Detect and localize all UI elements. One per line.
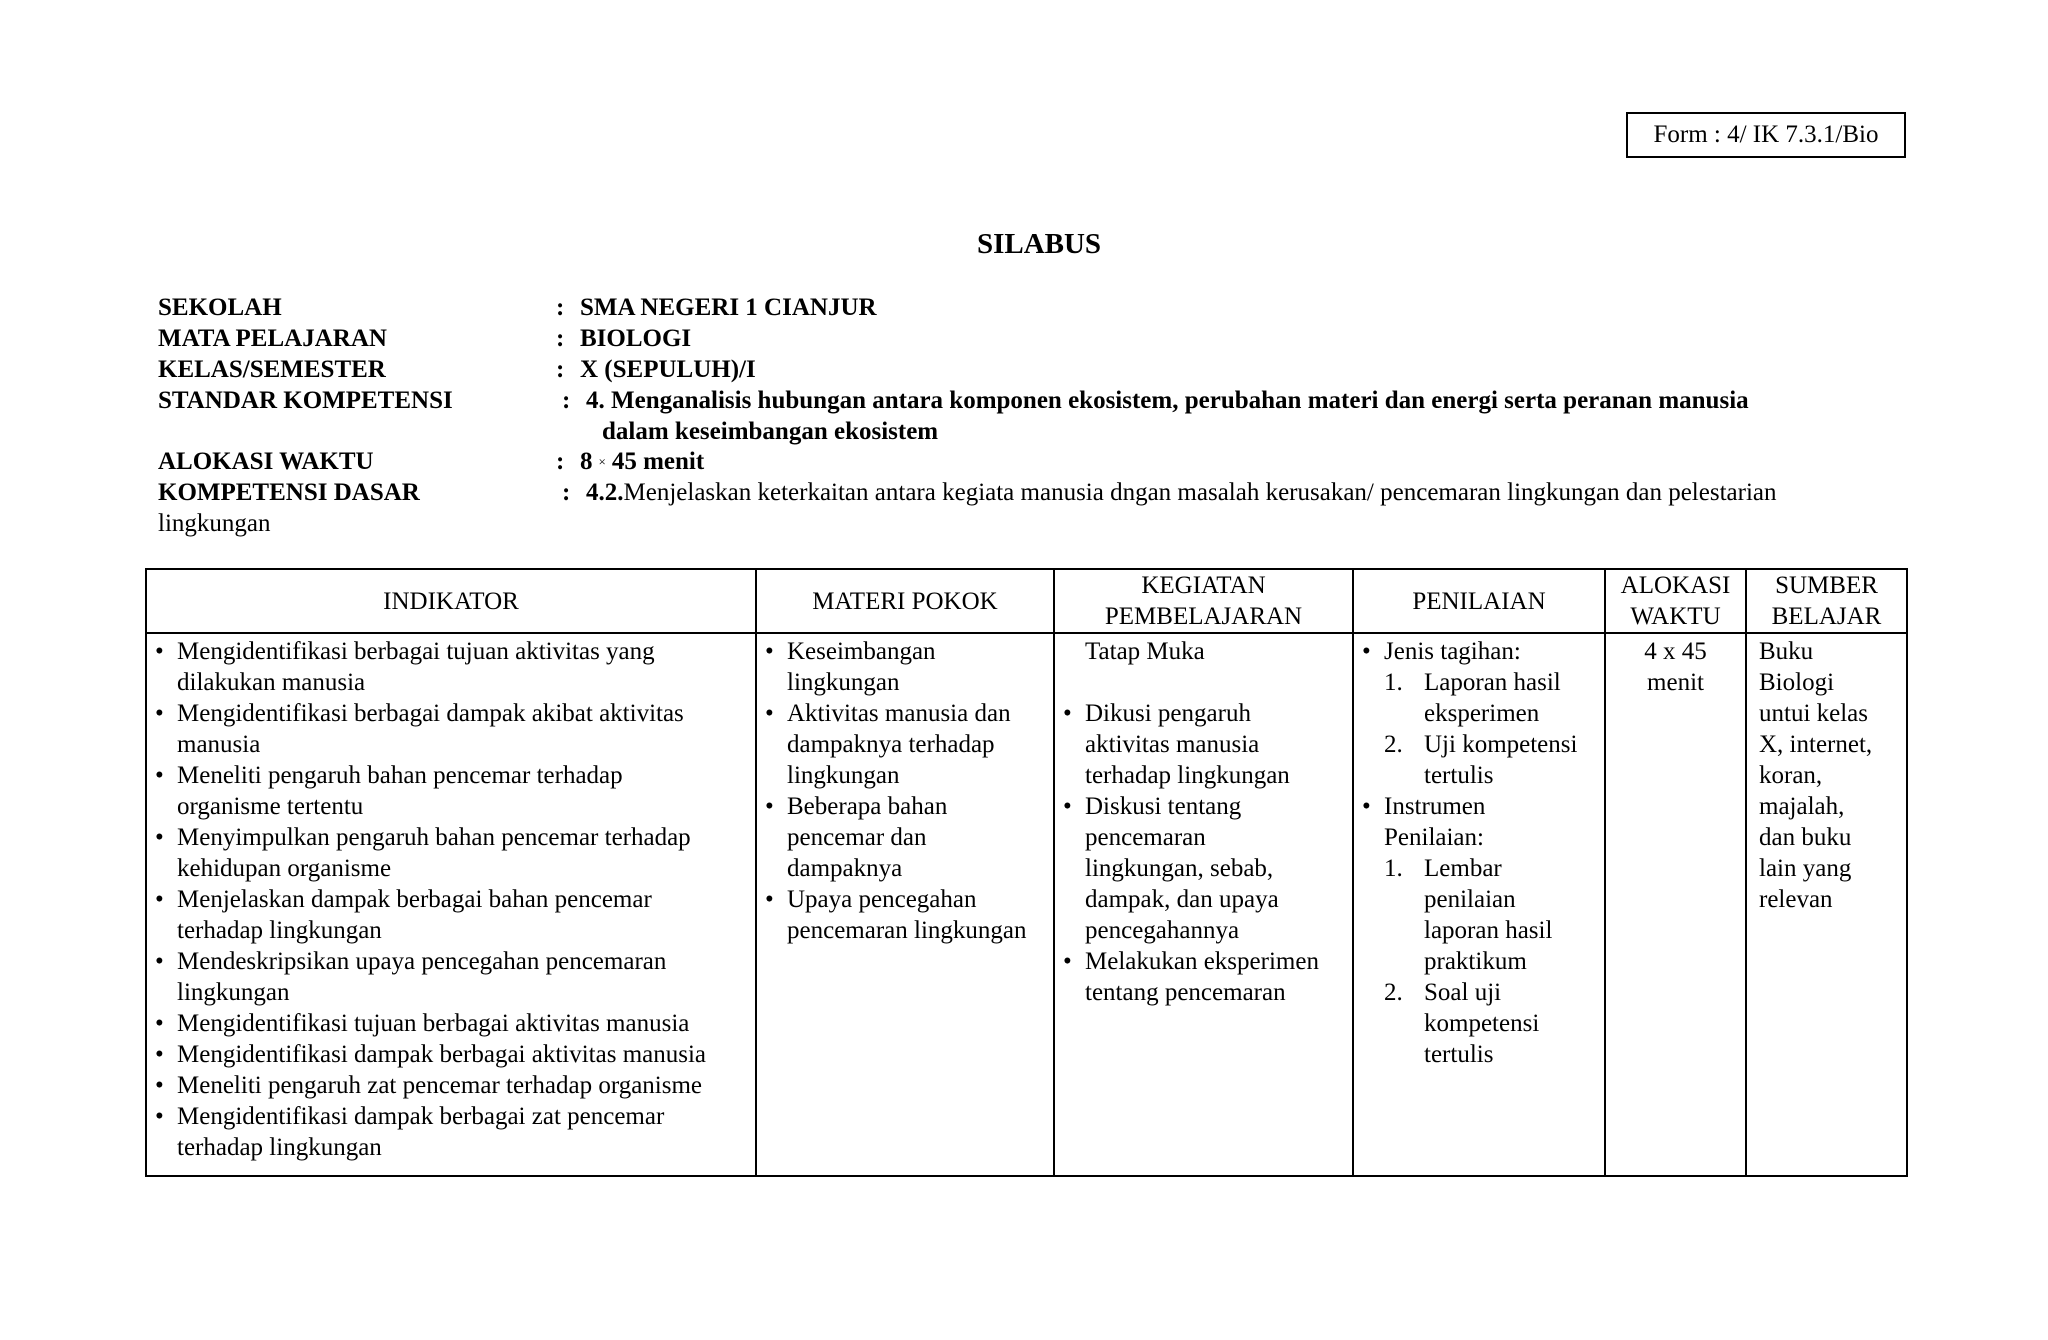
indikator-line: dilakukan manusia: [177, 669, 366, 696]
info-colon: :: [556, 448, 565, 475]
indikator-list: [153, 636, 749, 1163]
indikator-line: • Menjelaskan dampak berbagai bahan pencemar: [177, 886, 652, 913]
info-value: X (SEPULUH)/I: [580, 356, 756, 383]
kegiatan-line: tentang pencemaran: [1085, 979, 1286, 1006]
cell-indikator: [146, 633, 756, 1176]
info-colon: :: [556, 325, 565, 352]
jenis-line: tertulis: [1424, 762, 1494, 789]
materi-list: [763, 636, 1047, 946]
info-standar-kompetensi-cont: dalam keseimbangan ekosistem: [602, 418, 939, 445]
cell-sumber: [1746, 633, 1907, 1176]
materi-line: • Beberapa bahan: [787, 793, 948, 820]
jenis-item: [1384, 729, 1598, 791]
instrumen-line: tertulis: [1424, 1041, 1494, 1068]
kegiatan-line: • Dikusi pengaruh: [1085, 700, 1251, 727]
indikator-item: [153, 1008, 749, 1039]
instrumen-line: Lembar: [1424, 855, 1502, 882]
materi-item: [763, 636, 1047, 698]
jenis-list: [1360, 667, 1598, 791]
indikator-item: [153, 822, 749, 884]
cell-alokasi: [1605, 633, 1746, 1176]
cell-materi-pokok: [756, 633, 1054, 1176]
instrumen-line: laporan hasil: [1424, 917, 1553, 944]
alokasi-minutes: 45 menit: [611, 448, 705, 475]
kegiatan-list: [1061, 698, 1346, 1008]
info-label: MATA PELAJARAN: [158, 325, 387, 352]
info-colon: :: [562, 479, 571, 506]
indikator-item: [153, 946, 749, 1008]
indikator-item: [153, 698, 749, 760]
alokasi-line: 4 x 45: [1644, 638, 1707, 665]
kd-text: Menjelaskan keterkaitan antara kegiata manusia dngan masalah kerusakan/ pencemaran lingkungan dan pelestarian: [623, 479, 1777, 506]
indikator-line: terhadap lingkungan: [177, 1134, 382, 1161]
info-colon: :: [556, 294, 565, 321]
item-number: 1.: [1384, 855, 1403, 882]
kegiatan-item: [1061, 791, 1346, 946]
materi-line: dampaknya: [787, 855, 903, 882]
alokasi-line: menit: [1647, 669, 1704, 696]
kegiatan-line: pencegahannya: [1085, 917, 1240, 944]
kegiatan-line: dampak, dan upaya: [1085, 886, 1279, 913]
spacer: [1061, 667, 1346, 698]
cell-kegiatan: [1054, 633, 1353, 1176]
info-kompetensi-dasar-cont: lingkungan: [158, 510, 271, 537]
kegiatan-line: pencemaran: [1085, 824, 1206, 851]
indikator-line: manusia: [177, 731, 261, 758]
info-label: STANDAR KOMPETENSI: [158, 387, 453, 414]
instrumen-item: [1384, 853, 1598, 977]
alokasi-count: 8: [580, 448, 593, 475]
penilaian-jenis: [1360, 636, 1598, 791]
item-number: 2.: [1384, 731, 1403, 758]
sumber-line: Buku: [1759, 638, 1814, 665]
indikator-line: • Mengidentifikasi berbagai tujuan aktivitas yang: [177, 638, 655, 665]
indikator-line: • Menyimpulkan pengaruh bahan pencemar terhadap: [177, 824, 691, 851]
materi-line: lingkungan: [787, 762, 900, 789]
header-alokasi: [1605, 569, 1746, 633]
kd-number: 4.2.: [586, 479, 624, 506]
instrumen-list: [1360, 853, 1598, 1070]
instrumen-line: penilaian: [1424, 886, 1516, 913]
info-value: BIOLOGI: [580, 325, 692, 352]
indikator-line: • Meneliti pengaruh zat pencemar terhadap organisme: [177, 1072, 703, 1099]
indikator-item: [153, 1039, 749, 1070]
instrumen-label: Penilaian:: [1384, 824, 1484, 851]
indikator-item: [153, 1070, 749, 1101]
instrumen-item: [1384, 977, 1598, 1070]
instrumen-line: Soal uji: [1424, 979, 1502, 1006]
indikator-line: terhadap lingkungan: [177, 917, 382, 944]
materi-line: lingkungan: [787, 669, 900, 696]
materi-line: • Upaya pencegahan: [787, 886, 977, 913]
header-kegiatan-line2: PEMBELAJARAN: [1104, 603, 1303, 630]
sumber-line: majalah,: [1759, 793, 1845, 820]
indikator-item: [153, 760, 749, 822]
info-colon: :: [556, 356, 565, 383]
header-alokasi-line2: WAKTU: [1630, 603, 1721, 630]
item-number: 2.: [1384, 979, 1403, 1006]
kegiatan-line: aktivitas manusia: [1085, 731, 1260, 758]
kegiatan-item: [1061, 698, 1346, 791]
indikator-line: • Mendeskripsikan upaya pencegahan pencemaran: [177, 948, 667, 975]
syllabus-table: [145, 568, 1908, 1177]
sumber-line: relevan: [1759, 886, 1833, 913]
materi-line: • Keseimbangan: [787, 638, 936, 665]
sumber-line: untui kelas: [1759, 700, 1869, 727]
materi-item: [763, 884, 1047, 946]
sumber-line: X, internet,: [1759, 731, 1873, 758]
jenis-line: Laporan hasil: [1424, 669, 1561, 696]
penilaian-jenis-label: • Jenis tagihan:: [1384, 638, 1521, 665]
header-penilaian: PENILAIAN: [1353, 569, 1605, 633]
header-kegiatan: [1054, 569, 1353, 633]
table-row: [146, 633, 1907, 1176]
kegiatan-item: [1061, 946, 1346, 1008]
indikator-line: lingkungan: [177, 979, 290, 1006]
materi-item: [763, 791, 1047, 884]
materi-item: [763, 698, 1047, 791]
instrumen-line: kompetensi: [1424, 1010, 1540, 1037]
materi-line: dampaknya terhadap: [787, 731, 995, 758]
table-header-row: [146, 569, 1907, 633]
kegiatan-line: • Diskusi tentang: [1085, 793, 1242, 820]
item-number: 1.: [1384, 669, 1403, 696]
info-value: [580, 446, 704, 480]
info-value: SMA NEGERI 1 CIANJUR: [580, 294, 877, 321]
kegiatan-line: • Melakukan eksperimen: [1085, 948, 1319, 975]
info-label: KELAS/SEMESTER: [158, 356, 386, 383]
page-title: SILABUS: [976, 228, 1102, 260]
header-sumber-line2: BELAJAR: [1771, 603, 1882, 630]
sumber-line: koran,: [1759, 762, 1823, 789]
indikator-line: • Mengidentifikasi dampak berbagai aktivitas manusia: [177, 1041, 707, 1068]
jenis-line: eksperimen: [1424, 700, 1540, 727]
jenis-item: [1384, 667, 1598, 729]
indikator-line: • Mengidentifikasi berbagai dampak akibat aktivitas: [177, 700, 684, 727]
header-alokasi-line1: ALOKASI: [1620, 572, 1731, 599]
times-sign: ×: [598, 454, 606, 469]
kegiatan-line: lingkungan, sebab,: [1085, 855, 1274, 882]
indikator-item: [153, 1101, 749, 1163]
indikator-line: kehidupan organisme: [177, 855, 392, 882]
cell-penilaian: [1353, 633, 1605, 1176]
kegiatan-intro: Tatap Muka: [1085, 638, 1205, 665]
indikator-line: • Mengidentifikasi dampak berbagai zat pencemar: [177, 1103, 665, 1130]
header-materi-pokok: MATERI POKOK: [756, 569, 1054, 633]
indikator-item: [153, 884, 749, 946]
info-label: SEKOLAH: [158, 294, 282, 321]
indikator-line: organisme tertentu: [177, 793, 364, 820]
penilaian-instrumen: [1360, 791, 1598, 1070]
sumber-line: Biologi: [1759, 669, 1835, 696]
info-label: ALOKASI WAKTU: [158, 448, 374, 475]
info-colon: :: [562, 387, 571, 414]
header-sumber-line1: SUMBER: [1775, 572, 1878, 599]
header-sumber: [1746, 569, 1907, 633]
penilaian-list: [1360, 636, 1598, 1070]
sumber-line: lain yang: [1759, 855, 1852, 882]
materi-line: pencemar dan: [787, 824, 927, 851]
header-indikator: INDIKATOR: [146, 569, 756, 633]
form-code-box: [1626, 112, 1906, 158]
info-label: KOMPETENSI DASAR: [158, 479, 420, 506]
materi-line: • Aktivitas manusia dan: [787, 700, 1011, 727]
indikator-line: • Mengidentifikasi tujuan berbagai aktivitas manusia: [177, 1010, 690, 1037]
instrumen-label: • Instrumen: [1384, 793, 1486, 820]
materi-line: pencemaran lingkungan: [787, 917, 1027, 944]
form-code: Form : 4/ IK 7.3.1/Bio: [1653, 121, 1879, 148]
jenis-line: Uji kompetensi: [1424, 731, 1578, 758]
info-value: 4. Menganalisis hubungan antara komponen ekosistem, perubahan materi dan energi serta peranan manusia: [586, 387, 1749, 414]
indikator-item: [153, 636, 749, 698]
info-value: [586, 477, 1777, 508]
instrumen-line: praktikum: [1424, 948, 1527, 975]
indikator-line: • Meneliti pengaruh bahan pencemar terhadap: [177, 762, 623, 789]
sumber-line: dan buku: [1759, 824, 1852, 851]
header-kegiatan-line1: KEGIATAN: [1141, 572, 1266, 599]
kegiatan-line: terhadap lingkungan: [1085, 762, 1290, 789]
